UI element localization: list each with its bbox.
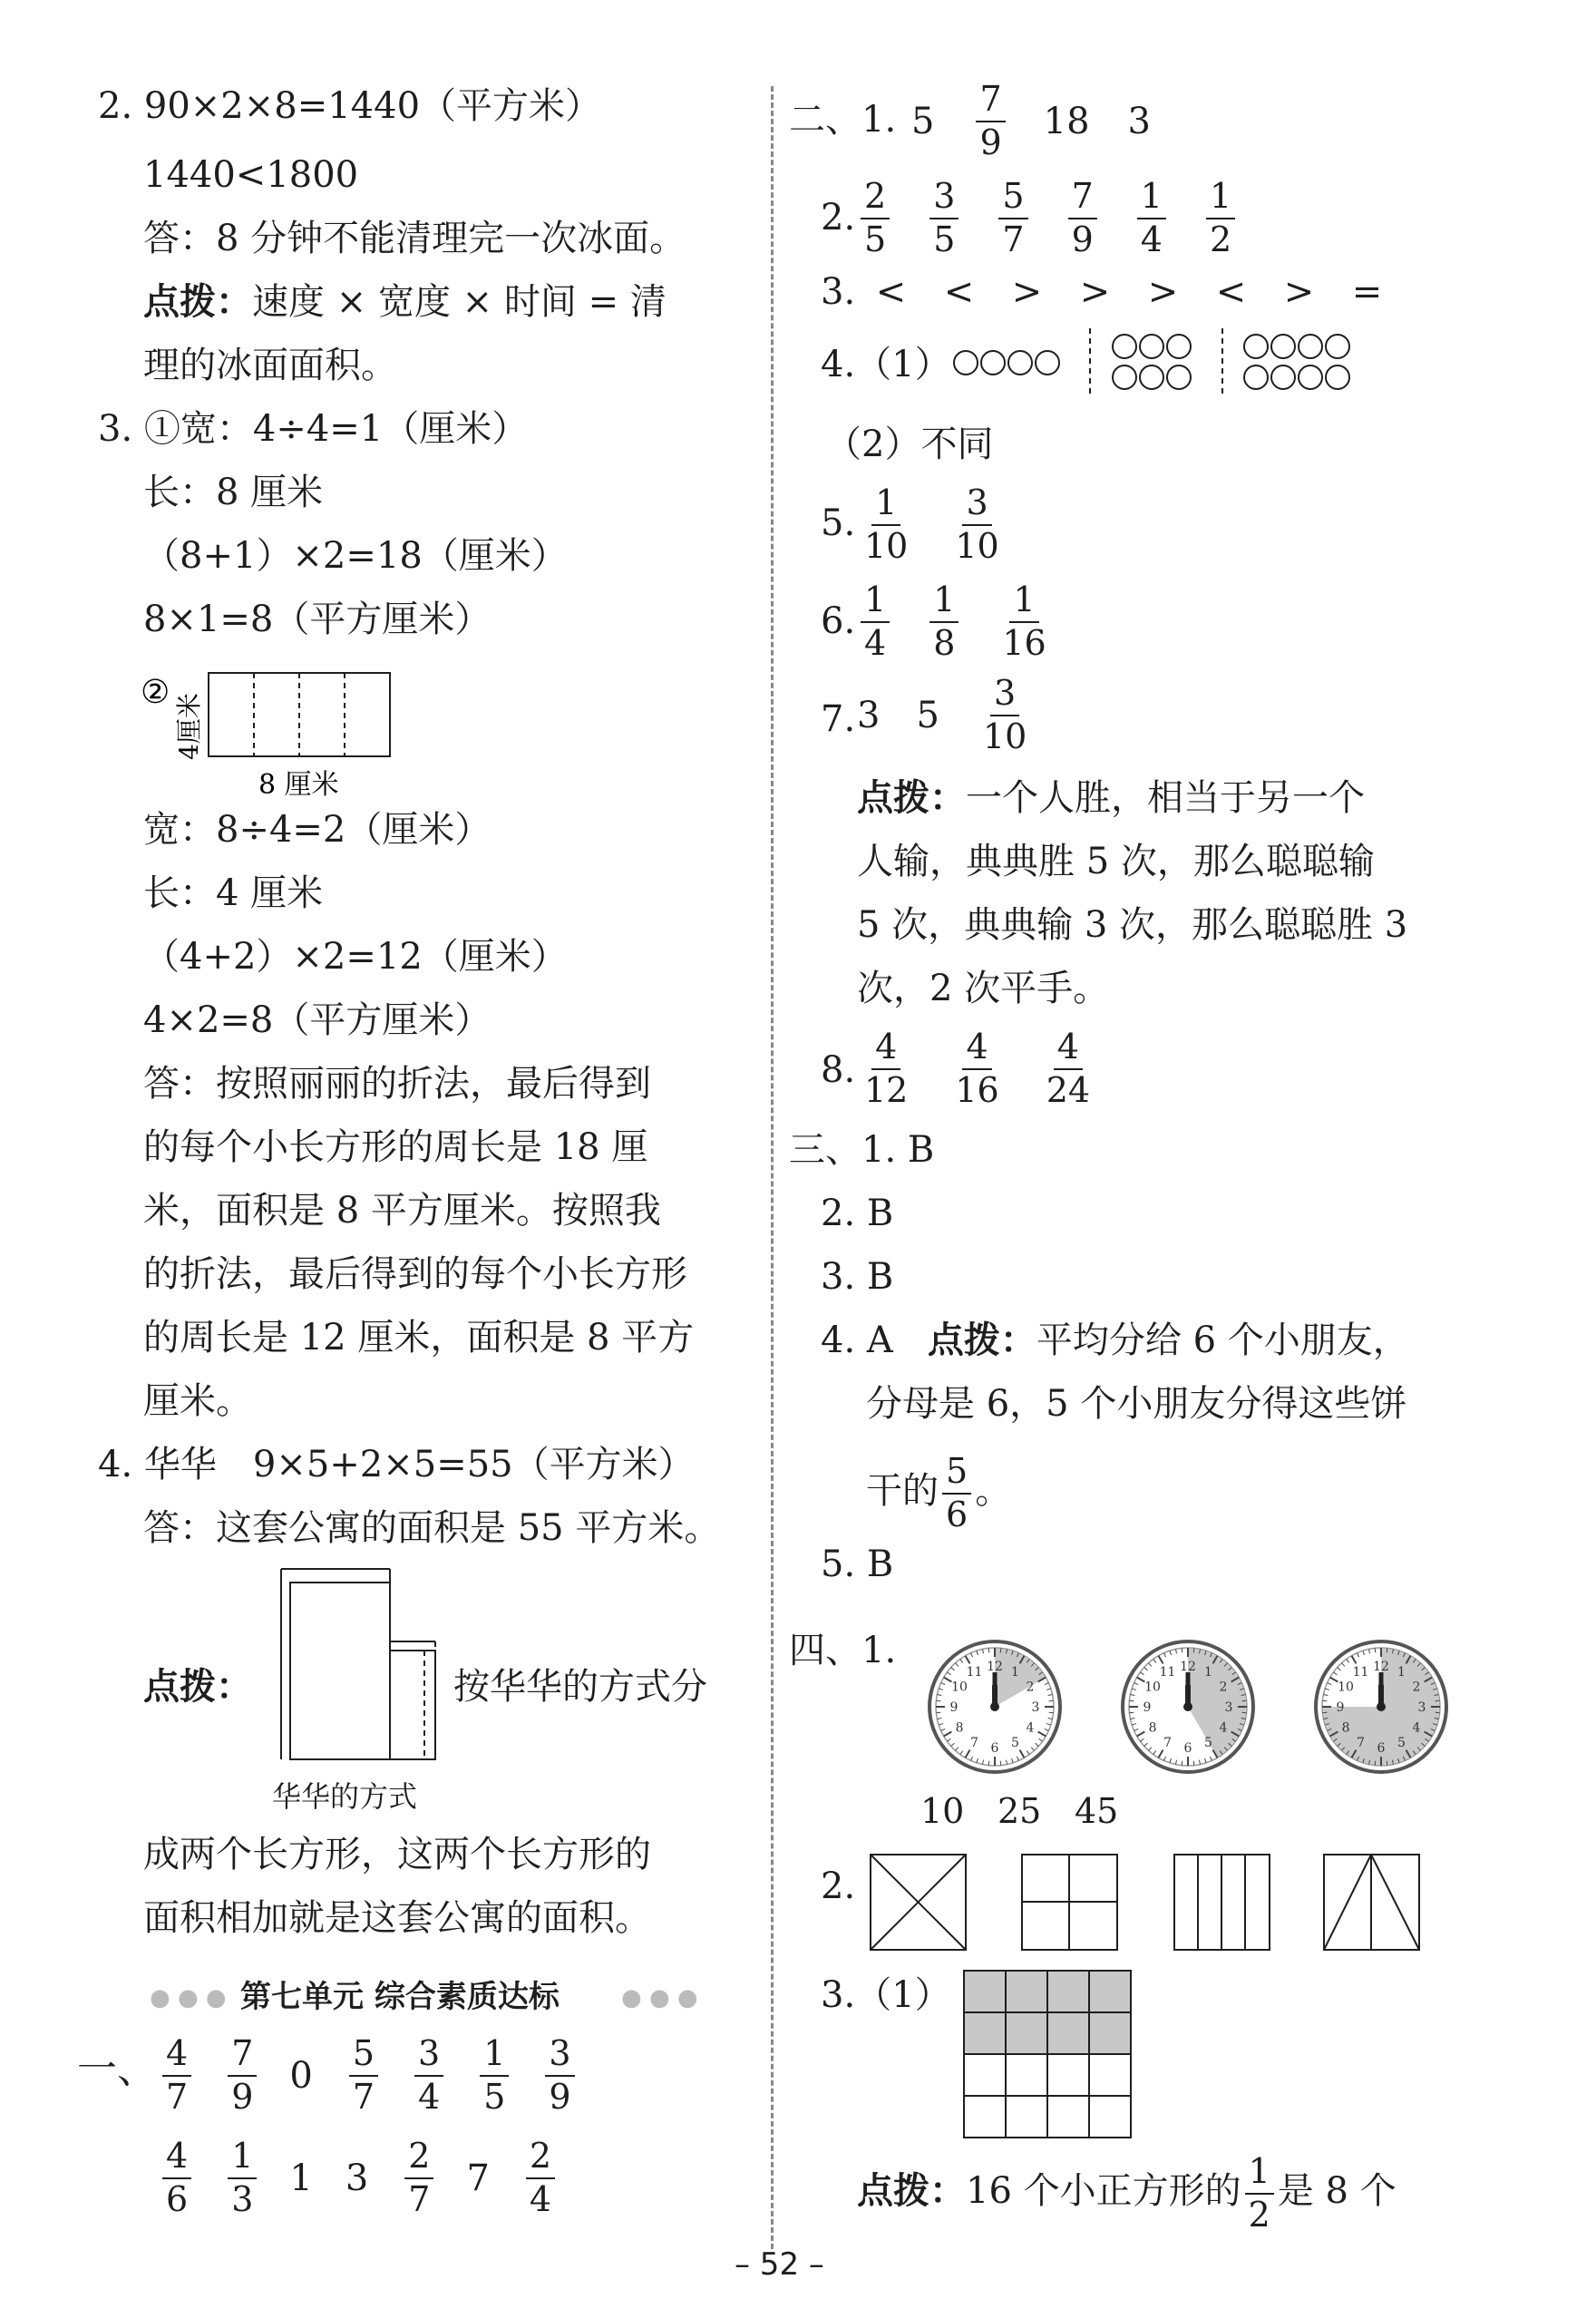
svg-text:6: 6 <box>1377 1741 1386 1756</box>
fraction-numerator: 1 <box>1206 179 1235 219</box>
answer-fraction <box>349 2033 378 2117</box>
page-number: – 52 – <box>735 2246 824 2283</box>
answer-fraction <box>1068 176 1097 259</box>
s2-q5-label: 5. <box>821 502 856 544</box>
svg-text:8: 8 <box>955 1720 964 1736</box>
fraction-denominator: 5 <box>933 219 956 259</box>
left-q3-para-2: 的每个小长方形的周长是 18 厘 <box>143 1126 648 1168</box>
fraction-numerator: 4 <box>871 1029 900 1070</box>
fraction-numerator: 5 <box>349 2036 378 2077</box>
s4-q2-label: 2. <box>821 1865 856 1907</box>
svg-text:10: 10 <box>1338 1680 1354 1695</box>
fraction-numerator: 5 <box>942 1454 971 1495</box>
answer-value: 3 <box>857 694 881 736</box>
answer-fraction <box>1043 1029 1094 1109</box>
s2-q6-label: 6. <box>821 600 856 642</box>
svg-text:10: 10 <box>1144 1680 1161 1695</box>
final-hint-label: 点拨： <box>857 2169 966 2212</box>
s3-q2: 2. B <box>821 1193 894 1234</box>
figure-bottom-label: 8 厘米 <box>258 769 339 801</box>
clock-value: 10 <box>920 1791 965 1831</box>
answer-fraction <box>998 582 1049 662</box>
comparison-symbol: > <box>1283 271 1315 313</box>
apartment-figure <box>272 1564 453 1791</box>
fraction-numerator: 7 <box>1068 179 1097 219</box>
s2-q1-answers <box>911 79 1189 162</box>
fraction-denominator: 2 <box>1209 219 1232 259</box>
s2-q7-label: 7. <box>821 698 856 740</box>
fraction-denominator: 4 <box>529 2178 552 2219</box>
answer-fraction <box>951 1029 1002 1109</box>
square-division-figures <box>866 1850 1428 1954</box>
fraction-denominator: 9 <box>231 2076 254 2117</box>
figure-side-label: 4厘米 <box>174 693 204 760</box>
circle-groups-figure <box>952 326 1360 399</box>
left-q3-line5: 宽：8÷4=2（厘米） <box>143 809 491 851</box>
svg-text:7: 7 <box>1163 1735 1172 1750</box>
fraction-numerator: 7 <box>228 2036 257 2077</box>
svg-text:4: 4 <box>1026 1720 1035 1736</box>
s2-q7-answers <box>857 673 1066 756</box>
answer-fraction <box>929 582 959 662</box>
comparison-symbol: > <box>1147 271 1179 313</box>
fraction-denominator: 3 <box>231 2178 254 2219</box>
fraction-numerator: 3 <box>545 2036 574 2077</box>
fraction-numerator: 3 <box>962 485 991 526</box>
s4-q3-label: 3.（1） <box>821 1974 951 2016</box>
left-q2-line3: 答：8 分钟不能清理完一次冰面。 <box>143 218 686 259</box>
answer-fraction <box>526 2138 555 2218</box>
svg-text:9: 9 <box>949 1700 959 1715</box>
comparison-symbol: > <box>1011 271 1043 313</box>
hint-text: 速度 × 宽度 × 时间 = 清 <box>252 281 667 323</box>
clock-value: 25 <box>998 1791 1042 1831</box>
fraction-denominator: 9 <box>979 122 1002 162</box>
left-q3-para-1: 答：按照丽丽的折法，最后得到 <box>143 1063 651 1105</box>
svg-text:11: 11 <box>1352 1665 1369 1680</box>
left-q3-line8: 4×2=8（平方厘米） <box>143 999 491 1041</box>
s3-q3: 3. B <box>821 1256 894 1298</box>
fraction-denominator: 5 <box>864 219 887 259</box>
fraction-denominator: 4 <box>864 622 887 663</box>
svg-text:5: 5 <box>1011 1735 1019 1750</box>
left-q3-para-6: 厘米。 <box>143 1380 252 1422</box>
svg-text:4: 4 <box>1412 1720 1421 1736</box>
s2-q8-answers <box>857 1029 1130 1109</box>
fraction-denominator: 9 <box>1071 219 1094 259</box>
left-q2-line1: 2. 90×2×8=1440（平方米） <box>98 85 602 127</box>
left-q3-para-5: 的周长是 12 厘米，面积是 8 平方 <box>143 1317 695 1359</box>
hint7-text: 一个人胜，相当于另一个 <box>966 777 1365 819</box>
fraction-numerator: 3 <box>990 676 1019 716</box>
answer-fraction <box>976 79 1005 162</box>
fraction-numerator: 1 <box>228 2138 257 2179</box>
s3-q4-hint-text: 平均分给 6 个小朋友， <box>1036 1320 1409 1361</box>
svg-text:6: 6 <box>990 1741 999 1756</box>
s3-q1: 三、1. B <box>789 1129 935 1171</box>
s2-q2-label: 2. <box>821 197 856 239</box>
svg-text:1: 1 <box>1397 1665 1406 1680</box>
hint7-label: 点拨： <box>857 777 966 819</box>
s2-label: 二、1. <box>789 99 897 141</box>
left-q4-line1: 4. 华华 9×5+2×5=55（平方米） <box>98 1444 695 1485</box>
fraction-numerator: 5 <box>998 179 1027 219</box>
svg-text:3: 3 <box>1417 1700 1426 1715</box>
hint7-line1 <box>857 777 1365 819</box>
square-triangles <box>1324 1855 1419 1950</box>
clock-face <box>1316 1641 1446 1772</box>
answer-value: 18 <box>1043 100 1090 142</box>
svg-text:1: 1 <box>1204 1665 1212 1680</box>
fraction-denominator: 7 <box>408 2178 431 2219</box>
answer-value: 5 <box>916 694 939 736</box>
svg-text:12: 12 <box>1373 1660 1389 1674</box>
fraction-denominator: 16 <box>955 1069 999 1110</box>
answer-value: 5 <box>911 100 935 142</box>
fraction-numerator: 4 <box>162 2138 191 2179</box>
hint-label: 点拨： <box>143 281 252 323</box>
svg-text:11: 11 <box>1159 1665 1176 1680</box>
svg-text:11: 11 <box>966 1665 983 1680</box>
fraction-numerator: 4 <box>962 1029 991 1070</box>
folding-figure <box>136 662 408 807</box>
fraction-denominator: 10 <box>955 525 999 566</box>
clock-figures <box>920 1632 1455 1787</box>
s3-q4-line2: 分母是 6，5 个小朋友分得这些饼 <box>866 1383 1407 1425</box>
answer-value: 0 <box>289 2054 313 2097</box>
fraction-denominator: 7 <box>352 2076 375 2117</box>
left-q3-para-4: 的折法，最后得到的每个小长方形 <box>143 1253 687 1295</box>
answer-fraction <box>162 2033 191 2117</box>
answer-fraction <box>545 2033 574 2117</box>
section-title: 第七单元 综合素质达标 <box>240 1979 560 2015</box>
svg-text:12: 12 <box>987 1660 1003 1674</box>
s2-q6-answers <box>857 582 1086 662</box>
svg-text:1: 1 <box>1011 1665 1019 1680</box>
left-q4-line4: 面积相加就是这套公寓的面积。 <box>143 1897 651 1939</box>
fraction-denominator: 9 <box>549 2076 571 2117</box>
answer-fraction <box>861 482 911 566</box>
fraction-denominator: 7 <box>1002 219 1025 259</box>
s2-q8-label: 8. <box>821 1049 856 1091</box>
left-q4-line3: 成两个长方形，这两个长方形的 <box>143 1834 651 1875</box>
svg-text:9: 9 <box>1143 1700 1152 1715</box>
left-q2-line2: 1440<1800 <box>143 154 359 196</box>
fraction-denominator: 6 <box>166 2178 189 2219</box>
fraction-denominator: 10 <box>864 525 909 566</box>
square-cross <box>1022 1855 1117 1950</box>
fraction-numerator: 4 <box>162 2036 191 2077</box>
answer-fraction <box>929 176 959 259</box>
svg-text:2: 2 <box>1026 1680 1035 1695</box>
fraction-numerator: 7 <box>976 82 1005 122</box>
shaded-grid-figure <box>961 1968 1134 2140</box>
fraction-denominator: 6 <box>946 1494 968 1534</box>
figure-number: ② <box>141 674 170 711</box>
fraction-numerator: 2 <box>526 2138 555 2179</box>
fraction-denominator: 4 <box>1140 219 1163 259</box>
svg-text:8: 8 <box>1341 1720 1350 1736</box>
svg-text:5: 5 <box>1204 1735 1212 1750</box>
answer-fraction <box>1206 176 1235 259</box>
svg-text:4: 4 <box>1219 1720 1228 1736</box>
hint7-line3: 5 次，典典输 3 次，那么聪聪胜 3 <box>857 904 1408 946</box>
fraction-denominator: 8 <box>933 622 956 663</box>
fraction-denominator: 7 <box>166 2076 189 2117</box>
left-q3-line7: （4+2）×2=12（厘米） <box>143 936 568 978</box>
section-one-row1 <box>159 2033 608 2117</box>
answer-value: 3 <box>1127 100 1151 142</box>
answer-fraction <box>861 582 890 662</box>
s2-q3-answers <box>857 271 1401 313</box>
column-divider <box>771 86 774 2249</box>
left-q3-line4: 8×1=8（平方厘米） <box>143 599 491 640</box>
svg-text:2: 2 <box>1219 1680 1228 1695</box>
answer-value: 3 <box>345 2157 369 2199</box>
s2-q4-label: 4.（1） <box>821 344 951 385</box>
s2-q3-label: 3. <box>821 271 856 313</box>
fraction-numerator: 1 <box>480 2036 509 2077</box>
hint7-line4: 次，2 次平手。 <box>857 968 1110 1009</box>
svg-text:12: 12 <box>1180 1660 1196 1674</box>
s2-q5-answers <box>857 482 1039 566</box>
fraction-numerator: 1 <box>861 582 890 623</box>
fraction-numerator: 4 <box>1054 1029 1083 1070</box>
left-q3-line6: 长：4 厘米 <box>143 872 324 914</box>
fraction-numerator: 1 <box>871 485 900 526</box>
s3-q4-hint-label: 点拨： <box>927 1320 1036 1361</box>
comparison-symbol: < <box>875 271 907 313</box>
answer-value: 1 <box>289 2157 313 2199</box>
answer-fraction <box>228 2138 257 2218</box>
square-diagonals <box>871 1855 966 1950</box>
apartment-caption: 华华的方式 <box>272 1779 418 1814</box>
svg-text:6: 6 <box>1183 1741 1192 1756</box>
left-q3-line1: 3. ①宽：4÷4=1（厘米） <box>98 408 529 450</box>
fraction-numerator: 1 <box>1009 582 1038 623</box>
s3-q4-answer: 4. A <box>821 1320 893 1361</box>
left-q4-hint-label: 点拨： <box>143 1666 252 1708</box>
s2-q2-answers <box>857 176 1271 259</box>
fraction-denominator: 4 <box>418 2076 441 2117</box>
answer-fraction <box>998 176 1027 259</box>
fraction-denominator: 5 <box>483 2076 506 2117</box>
comparison-symbol: < <box>943 271 975 313</box>
answer-fraction <box>228 2033 257 2117</box>
svg-text:3: 3 <box>1224 1700 1233 1715</box>
svg-text:5: 5 <box>1397 1735 1406 1750</box>
fraction-numerator: 2 <box>404 2138 433 2179</box>
section-one-label: 一、 <box>77 2046 157 2092</box>
fraction-denominator: 12 <box>864 1069 909 1110</box>
s3-q4-line3: 干的 $\frac{5}{6}$ 。 <box>866 1451 1012 1534</box>
fraction-numerator: 2 <box>861 179 890 219</box>
answer-fraction <box>951 482 1002 566</box>
answer-fraction <box>162 2138 191 2218</box>
s4-label: 四、1. <box>789 1630 897 1671</box>
left-q3-line2: 长：8 厘米 <box>143 472 324 513</box>
fraction-denominator: 24 <box>1046 1069 1091 1110</box>
svg-text:3: 3 <box>1031 1700 1040 1715</box>
svg-text:2: 2 <box>1412 1680 1421 1695</box>
clock-face <box>929 1641 1060 1772</box>
fraction-numerator: 1 <box>1137 179 1166 219</box>
svg-text:7: 7 <box>1357 1735 1365 1750</box>
svg-text:8: 8 <box>1148 1720 1157 1736</box>
clock-face <box>1123 1641 1253 1772</box>
left-q2-line4 <box>143 281 667 323</box>
left-q3-para-3: 米，面积是 8 平方厘米。按照我 <box>143 1190 661 1232</box>
title-dots-right: ● ● ● <box>621 1984 698 2011</box>
answer-fraction <box>861 176 890 259</box>
answer-fraction <box>861 1029 911 1109</box>
final-hint: 点拨：16 个小正方形的 $\frac{1}{2}$ 是 8 个 <box>857 2151 1396 2235</box>
left-q3-line3: （8+1）×2=18（厘米） <box>143 535 568 577</box>
section-one-row2 <box>159 2138 588 2218</box>
fraction-denominator: 10 <box>982 716 1027 756</box>
clock-value: 45 <box>1075 1791 1119 1831</box>
fraction-numerator: 3 <box>929 179 959 219</box>
comparison-symbol: > <box>1079 271 1111 313</box>
comparison-symbol: = <box>1351 271 1383 313</box>
left-q4-hint-after: 按华华的方式分 <box>453 1666 707 1708</box>
answer-value: 7 <box>466 2157 490 2199</box>
left-q2-line5: 理的冰面面积。 <box>143 345 397 386</box>
hint7-line2: 人输，典典胜 5 次，那么聪聪输 <box>857 841 1375 882</box>
fraction-numerator: 1 <box>929 582 959 623</box>
answer-fraction <box>979 673 1030 756</box>
fraction-denominator: 16 <box>1002 622 1046 663</box>
square-strips <box>1174 1855 1270 1950</box>
answer-fraction <box>414 2033 443 2117</box>
answer-fraction <box>1137 176 1166 259</box>
comparison-symbol: < <box>1215 271 1247 313</box>
svg-text:10: 10 <box>951 1680 968 1695</box>
fraction-numerator: 3 <box>414 2036 443 2077</box>
answer-fraction <box>480 2033 509 2117</box>
s3-q5: 5. B <box>821 1544 894 1585</box>
s3-q4-line1 <box>821 1322 1409 1359</box>
svg-text:9: 9 <box>1336 1700 1345 1715</box>
s2-q4-part2: （2）不同 <box>825 424 994 465</box>
svg-text:7: 7 <box>970 1735 978 1750</box>
answer-fraction <box>404 2138 433 2218</box>
title-dots-left: ● ● ● <box>150 1984 227 2011</box>
left-q4-line2: 答：这套公寓的面积是 55 平方米。 <box>143 1507 721 1549</box>
